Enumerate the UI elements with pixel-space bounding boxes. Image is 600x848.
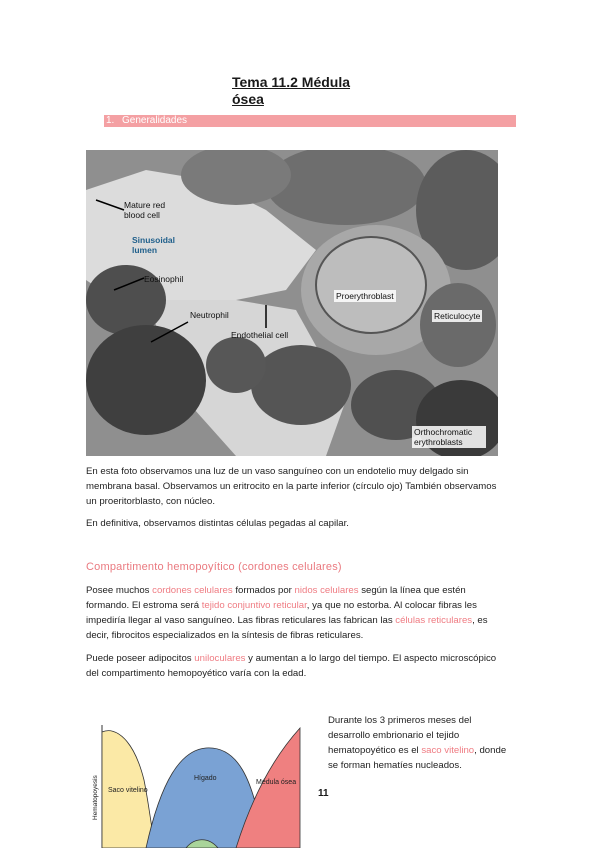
paragraph-adipocitos (86, 651, 506, 681)
graph-label-medula: Médula ósea (256, 779, 297, 786)
text: , donde se forman hematíes nucleados. (328, 745, 507, 771)
text: Puede poseer adipocitos (86, 653, 195, 664)
label-eosinophil: Eosinophil (144, 274, 184, 284)
text: y aumentan a lo largo del tiempo. El aspecto microscópico del compartimento hemopoyético varía con la edad. (86, 653, 497, 679)
compartimento-heading: Compartimento hemopoyítico (cordones celulares) (86, 561, 342, 573)
graph-label-saco: Saco vitelino (108, 787, 148, 794)
label-orthochromatic: Orthochromatic erythroblasts (412, 426, 486, 448)
section-header-bar (104, 115, 516, 127)
bone-marrow-micrograph (86, 150, 498, 456)
label-endothelial-cell: Endothelial cell (231, 330, 289, 340)
paragraph-cordones (86, 583, 506, 643)
label-neutrophil: Neutrophil (190, 310, 229, 320)
paragraph-photo-description: En esta foto observamos una luz de un vaso sanguíneo con un endotelio muy delgado sin membrana basal. Observamos un eritrocito en la parte inferior (círculo ojo) También observamos un proeritorblasto, con núcleo. (86, 466, 497, 507)
text: , ya que no estorba. Al colocar fibras les impediría llegar al vaso sanguíneo. Las fibras reticulares las fabrican las (86, 600, 477, 626)
text: según la línea que estén formando. El estroma será (86, 585, 466, 611)
highlight-celulas-reticulares: células reticulares (395, 615, 473, 626)
text: formados por (232, 585, 295, 596)
highlight-uniloculares: uniloculares (194, 653, 246, 664)
label-reticulocyte: Reticulocyte (434, 311, 481, 321)
side-paragraph-saco-vitelino (328, 713, 514, 773)
text: , es decir, fibrocitos especializados en la síntesis de fibras reticulares. (86, 615, 488, 641)
section-number: 1. (106, 115, 115, 126)
page-number: 11 (318, 788, 329, 799)
highlight-saco-vitelino: saco vitelino (421, 745, 475, 756)
paragraph-conclusion: En definitiva, observamos distintas células pegadas al capilar. (86, 518, 349, 529)
highlight-nidos-celulares: nidos celulares (294, 585, 359, 596)
section-label: Generalidades (122, 115, 188, 126)
text: Posee muchos (86, 585, 153, 596)
text: Durante los 3 primeros meses del desarrollo embrionario el tejido hematopoyético es el (328, 715, 472, 756)
page-title: Tema 11.2 Médula ósea (232, 74, 351, 107)
label-sinusoidal-lumen: Sinusoidal lumen (132, 235, 175, 255)
highlight-tejido-conjuntivo: tejido conjuntivo reticular (201, 600, 307, 611)
label-mature-rbc: Mature red blood cell (124, 200, 166, 220)
highlight-cordones-celulares: cordones celulares (152, 585, 233, 596)
label-proerythroblast: Proerythroblast (336, 291, 394, 301)
graph-y-label: Hematopoyesis (92, 775, 99, 820)
micrograph-image (86, 150, 498, 456)
graph-label-higado: Hígado (194, 775, 217, 782)
hematopoiesis-graph (86, 720, 316, 848)
